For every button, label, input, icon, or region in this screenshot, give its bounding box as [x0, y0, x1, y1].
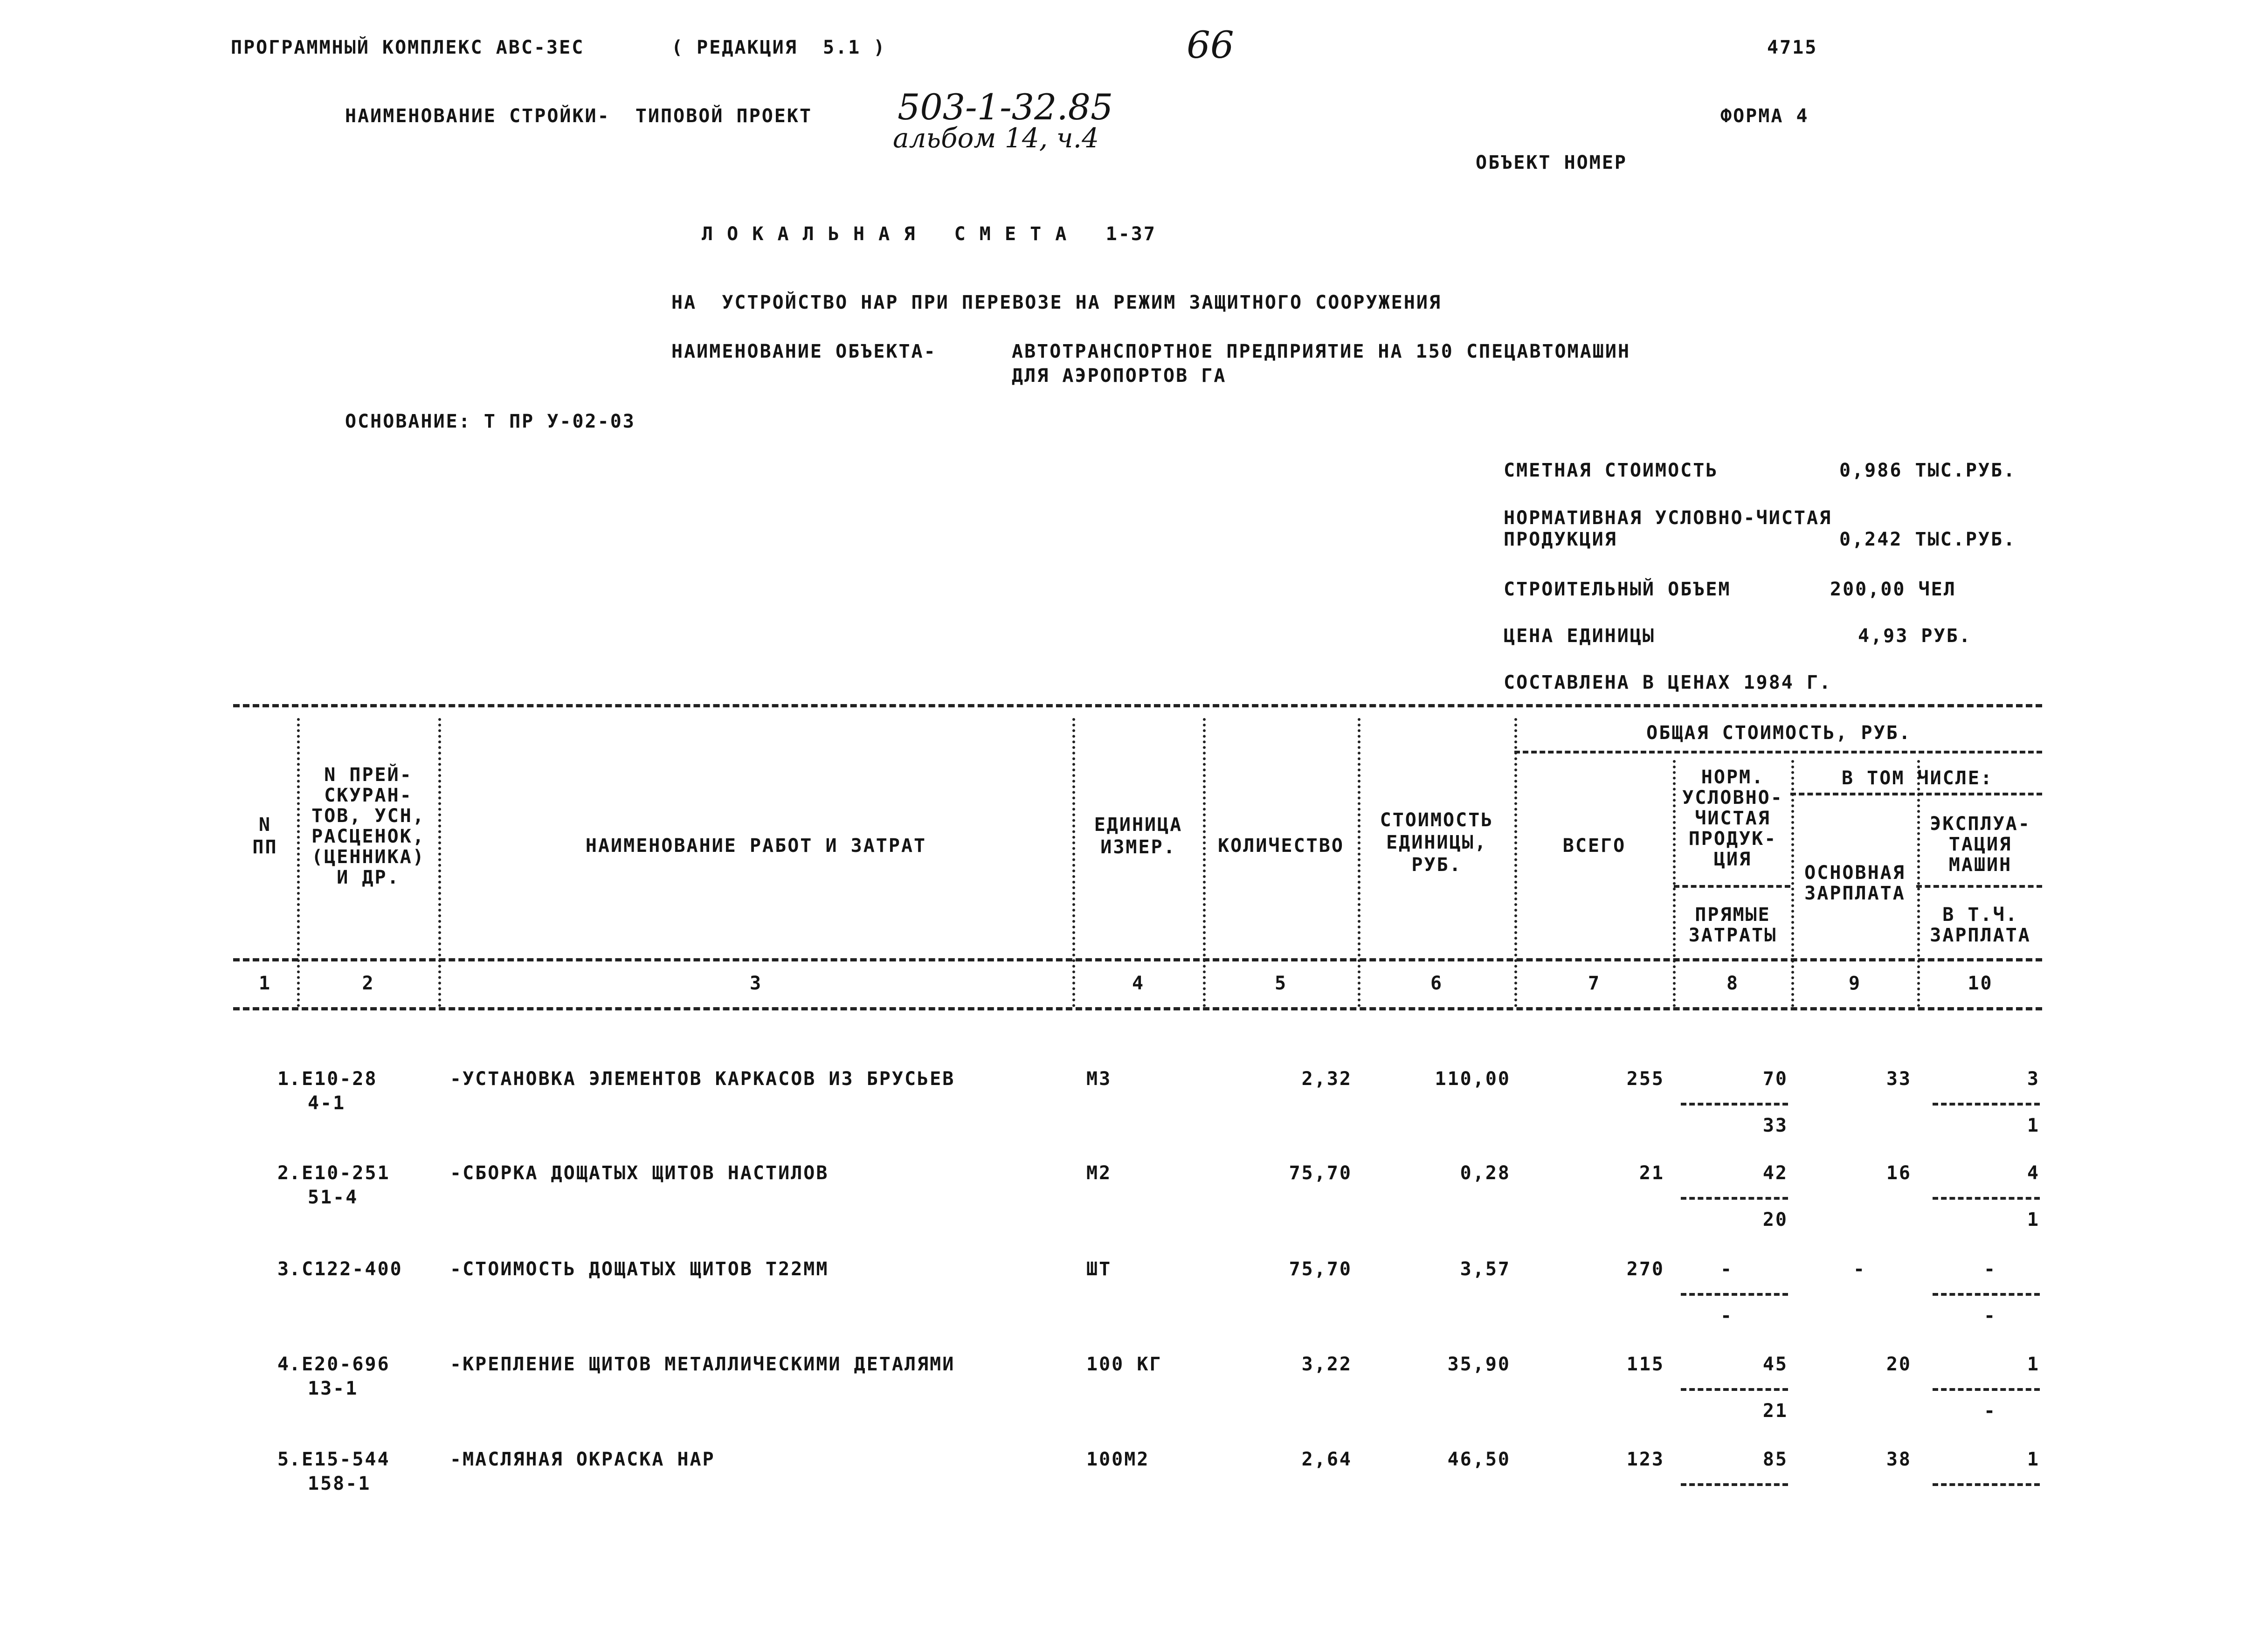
- row-code-sub: 51-4: [308, 1187, 359, 1208]
- header-col5: КОЛИЧЕСТВО: [1218, 835, 1344, 857]
- group-header-rule: [1514, 751, 2042, 753]
- unit-price-value: 4,93 РУБ.: [1858, 625, 1972, 647]
- build-name-label: НАИМЕНОВАНИЕ СТРОЙКИ- ТИПОВОЙ ПРОЕКТ: [345, 105, 813, 127]
- group-header: ОБЩАЯ СТОИМОСТЬ, РУБ.: [1646, 722, 1912, 744]
- row-total: 21: [1639, 1162, 1664, 1184]
- header-col3: НАИМЕНОВАНИЕ РАБОТ И ЗАТРАТ: [585, 835, 927, 857]
- col-number: 5: [1274, 973, 1288, 994]
- normative-label: НОРМАТИВНАЯ УСЛОВНО-ЧИСТАЯ: [1504, 507, 1832, 529]
- prices-note: СОСТАВЛЕНА В ЦЕНАХ 1984 Г.: [1504, 672, 1832, 693]
- header-col10-bottom: В Т.Ч. ЗАРПЛАТА: [1930, 904, 2031, 946]
- row-unit-price: 110,00: [1435, 1068, 1511, 1090]
- row-unit: М3: [1086, 1068, 1112, 1090]
- row-quantity: 2,64: [1301, 1449, 1352, 1470]
- row-number: 5: [277, 1449, 290, 1470]
- col-number: 9: [1848, 973, 1862, 994]
- column-separator: [1917, 760, 1920, 1007]
- object-label: НАИМЕНОВАНИЕ ОБЪЕКТА-: [671, 341, 937, 362]
- form-number: ФОРМА 4: [1720, 105, 1809, 127]
- row-ncp: -: [1720, 1258, 1733, 1280]
- doc-number: 4715: [1767, 37, 1818, 58]
- header-col9: ОСНОВНАЯ ЗАРПЛАТА: [1804, 862, 1906, 904]
- row-machines: 1: [2027, 1449, 2040, 1470]
- object-name-line2: ДЛЯ АЭРОПОРТОВ ГА: [1012, 365, 1227, 387]
- row-code: .Е10-28: [289, 1068, 378, 1090]
- row-direct-costs: -: [1720, 1305, 1733, 1327]
- project-number: 503-1-32.85: [898, 86, 1113, 128]
- row-base-wage: -: [1853, 1258, 1866, 1280]
- row-unit-price: 46,50: [1447, 1449, 1511, 1470]
- col-number: 7: [1588, 973, 1601, 994]
- row-number: 2: [277, 1162, 290, 1184]
- row-work-name: -СБОРКА ДОЩАТЫХ ЩИТОВ НАСТИЛОВ: [450, 1162, 829, 1184]
- cell-divider: [1933, 1388, 2040, 1391]
- album: альбом 14, ч.4: [893, 122, 1099, 154]
- row-quantity: 75,70: [1289, 1162, 1352, 1184]
- row-work-name: -КРЕПЛЕНИЕ ЩИТОВ МЕТАЛЛИЧЕСКИМИ ДЕТАЛЯМИ: [450, 1354, 955, 1375]
- cost-label: СМЕТНАЯ СТОИМОСТЬ: [1504, 460, 1719, 481]
- volume-label: СТРОИТЕЛЬНЫЙ ОБЪЕМ: [1504, 579, 1731, 600]
- estimate-purpose: НА УСТРОЙСТВО НАР ПРИ ПЕРЕВОЗЕ НА РЕЖИМ ЗАЩИТНОГО СООРУЖЕНИЯ: [671, 292, 1442, 313]
- row-base-wage: 16: [1886, 1162, 1912, 1184]
- row-machines-wage: 1: [2027, 1115, 2040, 1136]
- row-machines: 3: [2027, 1068, 2040, 1090]
- row-direct-costs: 33: [1762, 1115, 1788, 1136]
- row-total: 255: [1626, 1068, 1664, 1090]
- header-bottom-rule: [233, 958, 2042, 961]
- numbers-bottom-rule: [233, 1007, 2042, 1010]
- row-work-name: -УСТАНОВКА ЭЛЕМЕНТОВ КАРКАСОВ ИЗ БРУСЬЕВ: [450, 1068, 955, 1090]
- row-machines-wage: 1: [2027, 1209, 2040, 1230]
- edition: ( РЕДАКЦИЯ 5.1 ): [671, 37, 886, 58]
- header-col2: N ПРЕЙ- СКУРАН- ТОВ, УСН, РАСЦЕНОК, (ЦЕННИКА) И ДР.: [311, 764, 425, 888]
- row-ncp: 42: [1762, 1162, 1788, 1184]
- col-number: 1: [258, 973, 272, 994]
- row-unit: М2: [1086, 1162, 1112, 1184]
- cell-divider: [1681, 1388, 1788, 1391]
- row-ncp: 70: [1762, 1068, 1788, 1090]
- cell-divider: [1681, 1293, 1788, 1296]
- col-number: 8: [1726, 973, 1740, 994]
- column-separator: [1203, 718, 1206, 1007]
- row-quantity: 75,70: [1289, 1258, 1352, 1280]
- cell-divider: [1933, 1197, 2040, 1200]
- row-ncp: 85: [1762, 1449, 1788, 1470]
- volume-value: 200,00 ЧЕЛ: [1830, 579, 1956, 600]
- header-col8-top: НОРМ. УСЛОВНО- ЧИСТАЯ ПРОДУК- ЦИЯ: [1682, 767, 1783, 870]
- row-number: 3: [277, 1258, 290, 1280]
- row-code-sub: 158-1: [308, 1473, 371, 1494]
- row-direct-costs: 21: [1762, 1400, 1788, 1422]
- program-name: ПРОГРАММНЫЙ КОМПЛЕКС АВС-ЗЕС: [231, 37, 585, 58]
- header-col8-bottom: ПРЯМЫЕ ЗАТРАТЫ: [1688, 904, 1777, 946]
- row-unit-price: 35,90: [1447, 1354, 1511, 1375]
- cell-divider: [1681, 1197, 1788, 1200]
- ncp-divider-rule: [1674, 885, 1790, 888]
- cell-divider: [1681, 1103, 1788, 1106]
- column-separator: [1072, 718, 1075, 1007]
- in-that-number: В ТОМ ЧИСЛЕ:: [1842, 767, 1993, 789]
- column-separator: [1514, 718, 1517, 1007]
- basis: ОСНОВАНИЕ: Т ПР У-02-03: [345, 411, 635, 432]
- cell-divider: [1933, 1103, 2040, 1106]
- row-number: 4: [277, 1354, 290, 1375]
- estimate-title: Л О К А Л Ь Н А Я С М Е Т А 1-37: [702, 223, 1156, 245]
- row-code: .С122-400: [289, 1258, 403, 1280]
- row-unit: 100 КГ: [1086, 1354, 1162, 1375]
- cell-divider: [1933, 1293, 2040, 1296]
- col-number: 4: [1132, 973, 1145, 994]
- col-number: 6: [1430, 973, 1443, 994]
- header-col6: СТОИМОСТЬ ЕДИНИЦЫ, РУБ.: [1380, 809, 1494, 876]
- cell-divider: [1681, 1483, 1788, 1486]
- row-machines: 1: [2027, 1354, 2040, 1375]
- row-code: .Е10-251: [289, 1162, 390, 1184]
- normative-value: 0,242 ТЫС.РУБ.: [1839, 529, 2016, 550]
- row-machines-wage: -: [1984, 1400, 1997, 1422]
- row-unit: 100М2: [1086, 1449, 1150, 1470]
- machine-divider-rule: [1916, 885, 2042, 888]
- row-code-sub: 13-1: [308, 1378, 359, 1399]
- header-col7: ВСЕГО: [1562, 835, 1626, 857]
- row-machines: -: [1984, 1258, 1997, 1280]
- object-name-line1: АВТОТРАНСПОРТНОЕ ПРЕДПРИЯТИЕ НА 150 СПЕЦАВТОМАШИН: [1012, 341, 1631, 362]
- col-number: 10: [1968, 973, 1993, 994]
- row-quantity: 3,22: [1301, 1354, 1352, 1375]
- header-col4: ЕДИНИЦА ИЗМЕР.: [1094, 814, 1183, 858]
- col-number: 3: [749, 973, 763, 994]
- row-direct-costs: 20: [1762, 1209, 1788, 1230]
- row-code-sub: 4-1: [308, 1092, 346, 1114]
- row-work-name: -СТОИМОСТЬ ДОЩАТЫХ ЩИТОВ Т22ММ: [450, 1258, 829, 1280]
- row-total: 123: [1626, 1449, 1664, 1470]
- row-code: .Е20-696: [289, 1354, 390, 1375]
- page-number: 66: [1187, 23, 1234, 67]
- header-col1: N ПП: [252, 814, 278, 858]
- table-top-rule: [233, 704, 2042, 707]
- row-quantity: 2,32: [1301, 1068, 1352, 1090]
- row-work-name: -МАСЛЯНАЯ ОКРАСКА НАР: [450, 1449, 715, 1470]
- row-total: 270: [1626, 1258, 1664, 1280]
- cost-value: 0,986 ТЫС.РУБ.: [1839, 460, 2016, 481]
- row-number: 1: [277, 1068, 290, 1090]
- col-number: 2: [362, 973, 375, 994]
- row-unit-price: 0,28: [1460, 1162, 1511, 1184]
- cell-divider: [1933, 1483, 2040, 1486]
- row-base-wage: 20: [1886, 1354, 1912, 1375]
- row-base-wage: 38: [1886, 1449, 1912, 1470]
- unit-price-label: ЦЕНА ЕДИНИЦЫ: [1504, 625, 1655, 647]
- column-separator: [438, 718, 441, 1007]
- row-base-wage: 33: [1886, 1068, 1912, 1090]
- row-unit-price: 3,57: [1460, 1258, 1511, 1280]
- normative-label-2: ПРОДУКЦИЯ: [1504, 529, 1617, 550]
- row-machines: 4: [2027, 1162, 2040, 1184]
- row-ncp: 45: [1762, 1354, 1788, 1375]
- row-unit: ШТ: [1086, 1258, 1112, 1280]
- row-machines-wage: -: [1984, 1305, 1997, 1327]
- row-total: 115: [1626, 1354, 1664, 1375]
- object-number: ОБЪЕКТ НОМЕР: [1476, 152, 1627, 173]
- in-that-number-rule: [1790, 793, 2042, 795]
- row-code: .Е15-544: [289, 1449, 390, 1470]
- header-col10-top: ЭКСПЛУА- ТАЦИЯ МАШИН: [1930, 813, 2031, 876]
